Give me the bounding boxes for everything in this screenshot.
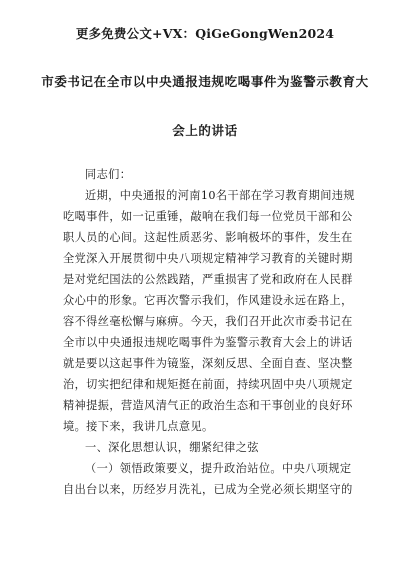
body-line: 境。接下来，我讲几点意见。: [63, 420, 214, 433]
body-line: 治，切实把纪律和规矩挺在前面，持续巩固中央八项规定: [63, 378, 353, 391]
body-line: 众心中的形象。它再次警示我们，作风建设永远在路上，: [63, 294, 353, 307]
body-line: 就是要以这起事件为镜鉴，深刻反思、全面自查、坚决整: [63, 357, 353, 370]
speech-body: [63, 164, 359, 500]
body-line: 自出台以来，历经岁月洗礼，已成为全党必须长期坚守的: [63, 483, 353, 496]
title-line-2: 会上的讲话: [172, 123, 238, 138]
body-line: 容不得丝毫松懈与麻痹。今天，我们召开此次市委书记在: [63, 315, 353, 328]
body-line: 全党深入开展贯彻中央八项规定精神学习教育的关键时期: [63, 252, 353, 265]
body-line: 精神提振，营造风清气正的政治生态和干事创业的良好环: [63, 399, 353, 412]
body-line: 职人员的心间。这起性质恶劣、影响极坏的事件，发生在: [63, 231, 353, 244]
title-line-1: 市委书记在全市以中央通报违规吃喝事件为鉴警示教育大: [41, 74, 369, 89]
subsection-heading: （一）领悟政策要义，提升政治站位。中央八项规定: [85, 462, 352, 475]
body-line: 是对党纪国法的公然践踏，严重损害了党和政府在人民群: [63, 273, 353, 286]
salutation: 同志们：: [85, 168, 132, 181]
section-heading: 一、深化思想认识，绷紧纪律之弦: [85, 441, 259, 454]
body-line: 吃喝事件，如一记重锤，敲响在我们每一位党员干部和公: [63, 210, 353, 223]
promo-header: 更多免费公文+VX：QiGeGongWen2024: [75, 26, 335, 41]
body-line: 全市以中央通报违规吃喝事件为鉴警示教育大会上的讲话: [63, 336, 353, 349]
body-line: 近期，中央通报的河南10名干部在学习教育期间违规: [85, 189, 355, 202]
